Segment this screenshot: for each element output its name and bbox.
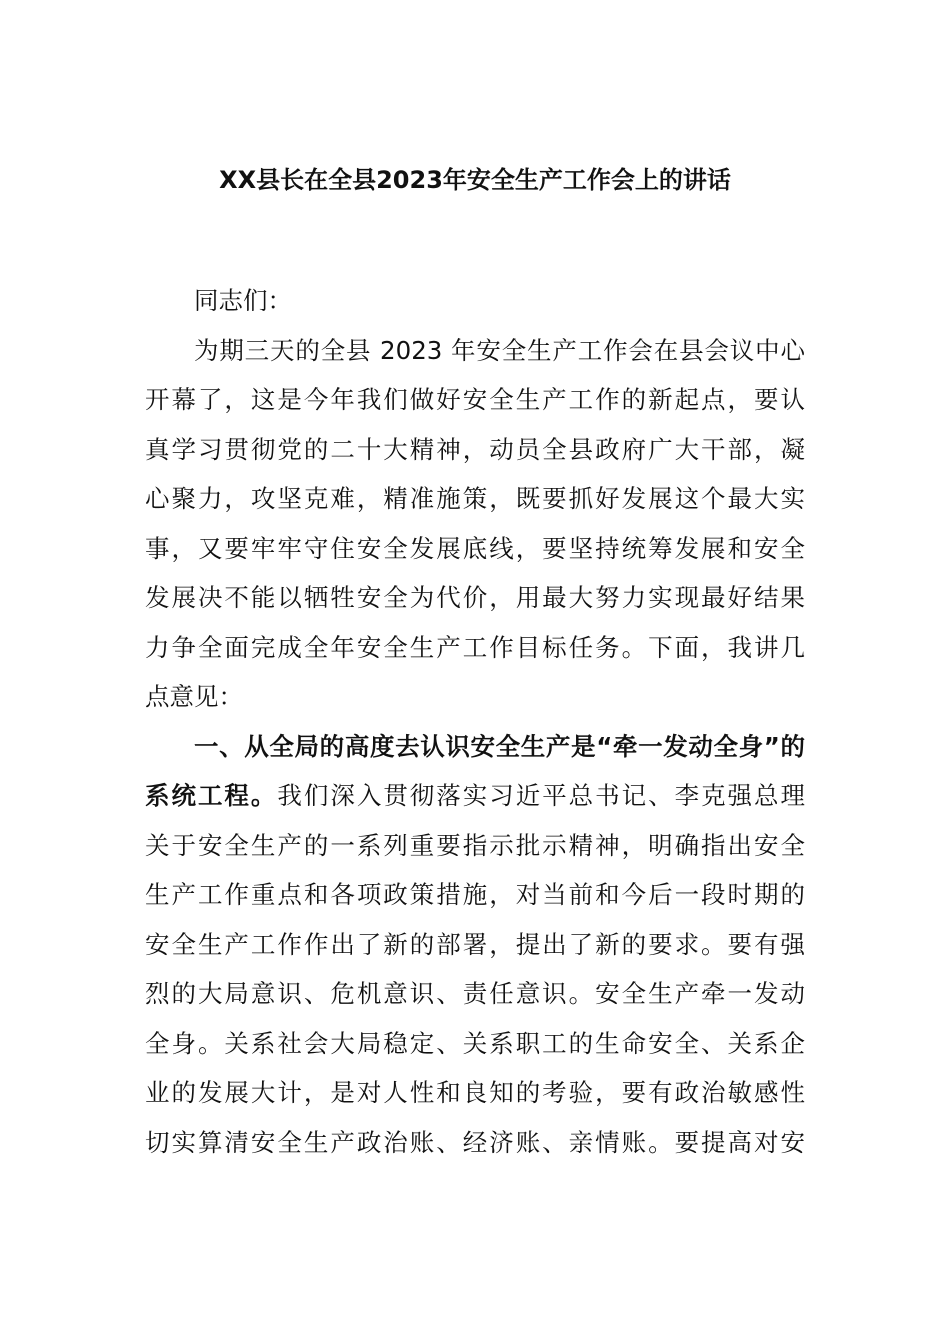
document-title: XX县长在全县2023年安全生产工作会上的讲话 [219, 166, 731, 194]
paragraph-line: 为期三天的全县 2023 年安全生产工作会在县会议中心 [194, 335, 805, 365]
paragraph-line: 开幕了，这是今年我们做好安全生产工作的新起点，要认 [145, 385, 805, 414]
paragraph-line: 关于安全生产的一系列重要指示批示精神，明确指出安全 [145, 830, 805, 860]
document-body [145, 276, 805, 1167]
paragraph-line: 生产工作重点和各项政策措施，对当前和今后一段时期的 [145, 880, 805, 909]
section-heading: 一、从全局的高度去认识安全生产是“牵一发动全身”的 [194, 731, 805, 761]
section-heading-continuation [145, 771, 805, 821]
paragraph-line: 发展决不能以牺牲安全为代价，用最大努力实现最好结果 [145, 583, 805, 612]
paragraph-line: 切实算清安全生产政治账、经济账、亲情账。要提高对安 [145, 1127, 805, 1157]
section-heading-end: 系统工程。 [145, 781, 278, 810]
paragraph-line: 全身。关系社会大局稳定、关系职工的生命安全、关系企 [145, 1028, 805, 1058]
paragraph-line: 力争全面完成全年安全生产工作目标任务。下面，我讲几 [145, 632, 805, 662]
paragraph-line: 真学习贯彻党的二十大精神，动员全县政府广大干部，凝 [145, 434, 805, 464]
paragraph-line: 安全生产工作作出了新的部署，提出了新的要求。要有强 [145, 929, 805, 959]
paragraph-line: 心聚力，攻坚克难，精准施策，既要抓好发展这个最大实 [145, 484, 805, 513]
paragraph-line: 业的发展大计，是对人性和良知的考验，要有政治敏感性 [145, 1078, 805, 1107]
salutation: 同志们： [194, 286, 292, 315]
section-text-start: 我们深入贯彻落实习近平总书记、李克强总理 [277, 781, 806, 810]
paragraph-line: 点意见： [145, 682, 243, 711]
paragraph-line: 事，又要牢牢守住安全发展底线，要坚持统筹发展和安全 [145, 533, 805, 563]
paragraph-line: 烈的大局意识、危机意识、责任意识。安全生产牵一发动 [145, 979, 805, 1008]
